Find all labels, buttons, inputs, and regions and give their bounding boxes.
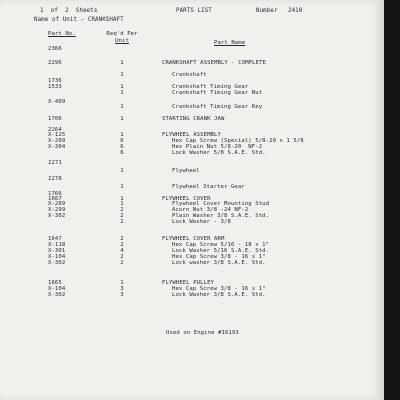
- quantity: 2: [120, 219, 124, 225]
- part-name: Hex Cap Screw 5/16 - 18 x 1": [172, 242, 270, 248]
- part-number: 1667: [48, 196, 62, 202]
- part-name: Crankshaft: [172, 72, 207, 78]
- parts-list-title: PARTS LIST: [176, 8, 212, 14]
- col-reqd-2: Unit: [115, 38, 129, 44]
- part-name: Flywheel Starter Gear: [172, 184, 245, 190]
- part-number: 1665: [48, 280, 62, 286]
- part-name: Hex Cap Screw 3/8 - 16 x 1": [172, 286, 266, 292]
- assembly-heading: FLYWHEEL ASSEMBLY: [162, 132, 221, 138]
- assembly-heading: FLYWHEEL COVER: [162, 196, 211, 202]
- used-on-engine: Used on Engine #16193: [166, 330, 239, 336]
- part-number: X-301: [48, 248, 66, 254]
- part-number: 2366: [48, 46, 62, 52]
- part-number: 1766: [48, 191, 62, 197]
- part-number: X-304: [48, 144, 66, 150]
- part-number: X-104: [48, 254, 66, 260]
- col-part-no: Part No.: [48, 31, 76, 37]
- part-name: Lock Washer - 3/8: [172, 219, 231, 225]
- part-number: X-302: [48, 292, 66, 298]
- part-name: Crankshaft Timing Gear Key: [172, 104, 263, 110]
- assembly-heading: FLYWHEEL PULLEY: [162, 280, 215, 286]
- col-part-name: Part Name: [214, 40, 246, 46]
- quantity: 2: [120, 207, 124, 213]
- part-number: X-299: [48, 207, 66, 213]
- quantity: 1: [120, 184, 124, 190]
- scanner-edge: [384, 0, 400, 400]
- part-name: Crankshaft Timing Gear Nut: [172, 90, 263, 96]
- unit-name: Name of Unit - CRANKSHAFT: [34, 17, 124, 23]
- part-number: X-209: [48, 138, 66, 144]
- part-name: Flywheel: [172, 168, 200, 174]
- quantity: 1: [120, 132, 124, 138]
- assembly-heading: STARTING CRANK JAW: [162, 116, 225, 122]
- part-number: X-302: [48, 213, 66, 219]
- quantity: 2: [120, 260, 124, 266]
- part-number: 1533: [48, 84, 62, 90]
- part-number: 1647: [48, 236, 62, 242]
- quantity: 1: [120, 201, 124, 207]
- part-name: Lock washer 3/8 S.A.E. Std.: [172, 260, 266, 266]
- quantity: 2: [120, 236, 124, 242]
- quantity: 1: [120, 84, 124, 90]
- quantity: 1: [120, 104, 124, 110]
- quantity: 1: [120, 72, 124, 78]
- quantity: 1: [120, 90, 124, 96]
- quantity: 3: [120, 292, 124, 298]
- part-number: 2271: [48, 160, 62, 166]
- part-number: 2278: [48, 176, 62, 182]
- part-name: Crankshaft Timing Gear: [172, 84, 249, 90]
- assembly-heading: FLYWHEEL COVER ARM: [162, 236, 225, 242]
- part-number: X-289: [48, 201, 66, 207]
- quantity: 1: [120, 196, 124, 202]
- part-name: Lock Washer 3/8 S.A.E. Std.: [172, 292, 266, 298]
- quantity: 1: [120, 116, 124, 122]
- sheet-count: 1 of 2 Sheets: [40, 8, 98, 14]
- part-number: X-409: [48, 99, 66, 105]
- part-number: X-302: [48, 260, 66, 266]
- assembly-heading: CRANKSHAFT ASSEMBLY - COMPLETE: [162, 60, 267, 66]
- quantity: 1: [120, 280, 124, 286]
- part-name: Hex Plain Nut 5/8-20 NF-2: [172, 144, 263, 150]
- part-name: Hex Cap Screw 3/8 - 16 x 1": [172, 254, 266, 260]
- part-name: Lock Washer 5/16 S.A.E. Std.: [172, 248, 270, 254]
- quantity: 3: [120, 286, 124, 292]
- part-number: X-125: [48, 132, 66, 138]
- part-number: 2296: [48, 60, 62, 66]
- quantity: 2: [120, 213, 124, 219]
- number-label: Number: [256, 8, 278, 14]
- part-name: Hex Cap Screw (Special) 5/8-20 x 1 5/8: [172, 138, 304, 144]
- part-number: 1736: [48, 78, 62, 84]
- quantity: 4: [120, 248, 124, 254]
- quantity: 6: [120, 150, 124, 156]
- quantity: 1: [120, 60, 124, 66]
- part-number: 1706: [48, 116, 62, 122]
- quantity: 2: [120, 254, 124, 260]
- number-value: 2410: [288, 8, 303, 14]
- part-name: Plain Washer 3/8 S.A.E. Std.: [172, 213, 270, 219]
- part-number: 2264: [48, 127, 62, 133]
- col-reqd-1: Req'd Per: [106, 31, 138, 37]
- part-number: X-104: [48, 286, 66, 292]
- part-name: Flywheel Cover Mounting Stud: [172, 201, 270, 207]
- quantity: 2: [120, 242, 124, 248]
- quantity: 6: [120, 138, 124, 144]
- quantity: 1: [120, 168, 124, 174]
- quantity: 6: [120, 144, 124, 150]
- part-name: Acorn Nut 3/8 -24 NF-2: [172, 207, 249, 213]
- part-name: Lock Washer 5/8 S.A.E. Std.: [172, 150, 266, 156]
- part-number: X-118: [48, 242, 66, 248]
